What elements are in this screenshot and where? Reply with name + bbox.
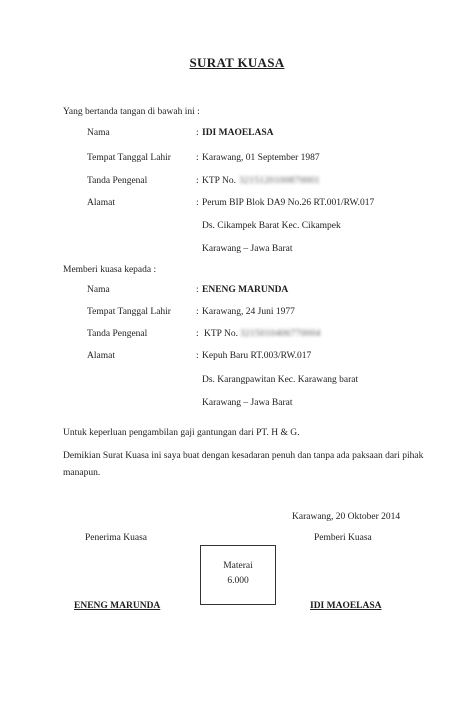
giver-label: Pemberi Kuasa: [314, 533, 372, 543]
intro-text: Yang bertanda tangan di bawah ini :: [63, 107, 200, 117]
grantee-label-name: Nama: [87, 285, 110, 295]
grantee-colon-name: :: [196, 285, 199, 295]
grantee-address-line1: Kepuh Baru RT.003/RW.017: [202, 351, 312, 361]
document-title: SURAT KUASA: [189, 55, 285, 70]
grantor-address-line3: Karawang – Jawa Barat: [202, 244, 293, 254]
grantee-colon-birth: :: [196, 307, 199, 317]
grantee-name: ENENG MARUNDA: [202, 285, 289, 295]
closing-text-line2: manapun.: [63, 468, 101, 478]
grantor-colon-birth: :: [196, 153, 199, 163]
receiver-label: Penerima Kuasa: [85, 533, 147, 543]
purpose-text: Untuk keperluan pengambilan gaji gantungan dari PT. H & G.: [63, 428, 300, 438]
grantor-address-line2: Ds. Cikampek Barat Kec. Cikampek: [202, 221, 341, 231]
grantor-birth: Karawang, 01 September 1987: [202, 153, 320, 163]
stamp-box: [200, 545, 276, 605]
closing-text-line1: Demikian Surat Kuasa ini saya buat dengan kesadaran penuh dan tanpa ada paksaan dari pihak: [63, 451, 424, 461]
giver-name-signature: IDI MAOELASA: [310, 601, 382, 611]
stamp-label: Materai: [223, 561, 253, 571]
place-date: Karawang, 20 Oktober 2014: [292, 512, 401, 522]
grantor-label-address: Alamat: [87, 198, 115, 208]
receiver-name-signature: ENENG MARUNDA: [74, 601, 161, 611]
grantor-colon-id: :: [196, 176, 199, 186]
grantee-label-id: Tanda Pengenal: [87, 329, 148, 339]
grantee-colon-address: :: [196, 351, 199, 361]
grantee-colon-id: :: [196, 329, 199, 339]
grantor-label-name: Nama: [87, 128, 110, 138]
grantor-label-birth: Tempat Tanggal Lahir: [87, 153, 171, 163]
grant-intro-text: Memberi kuasa kepada :: [63, 265, 157, 275]
stamp-value: 6.000: [227, 576, 249, 586]
grantee-birth: Karawang, 24 Juni 1977: [202, 307, 295, 317]
grantee-id-number: 3215010406770004: [240, 329, 321, 339]
grantor-name: IDI MAOELASA: [202, 128, 274, 138]
grantor-id-number: 3215120100870001: [239, 176, 320, 186]
grantee-label-birth: Tempat Tanggal Lahir: [87, 307, 171, 317]
grantor-id-prefix: KTP No.: [202, 176, 236, 186]
grantee-address-line3: Karawang – Jawa Barat: [202, 398, 293, 408]
grantor-label-id: Tanda Pengenal: [87, 176, 148, 186]
grantee-label-address: Alamat: [87, 351, 115, 361]
grantee-id-prefix: KTP No.: [204, 329, 238, 339]
grantor-colon-name: :: [196, 128, 199, 138]
grantor-colon-address: :: [196, 198, 199, 208]
grantee-address-line2: Ds. Karangpawitan Kec. Karawang barat: [202, 375, 359, 385]
grantor-address-line1: Perum BIP Blok DA9 No.26 RT.001/RW.017: [202, 198, 375, 208]
